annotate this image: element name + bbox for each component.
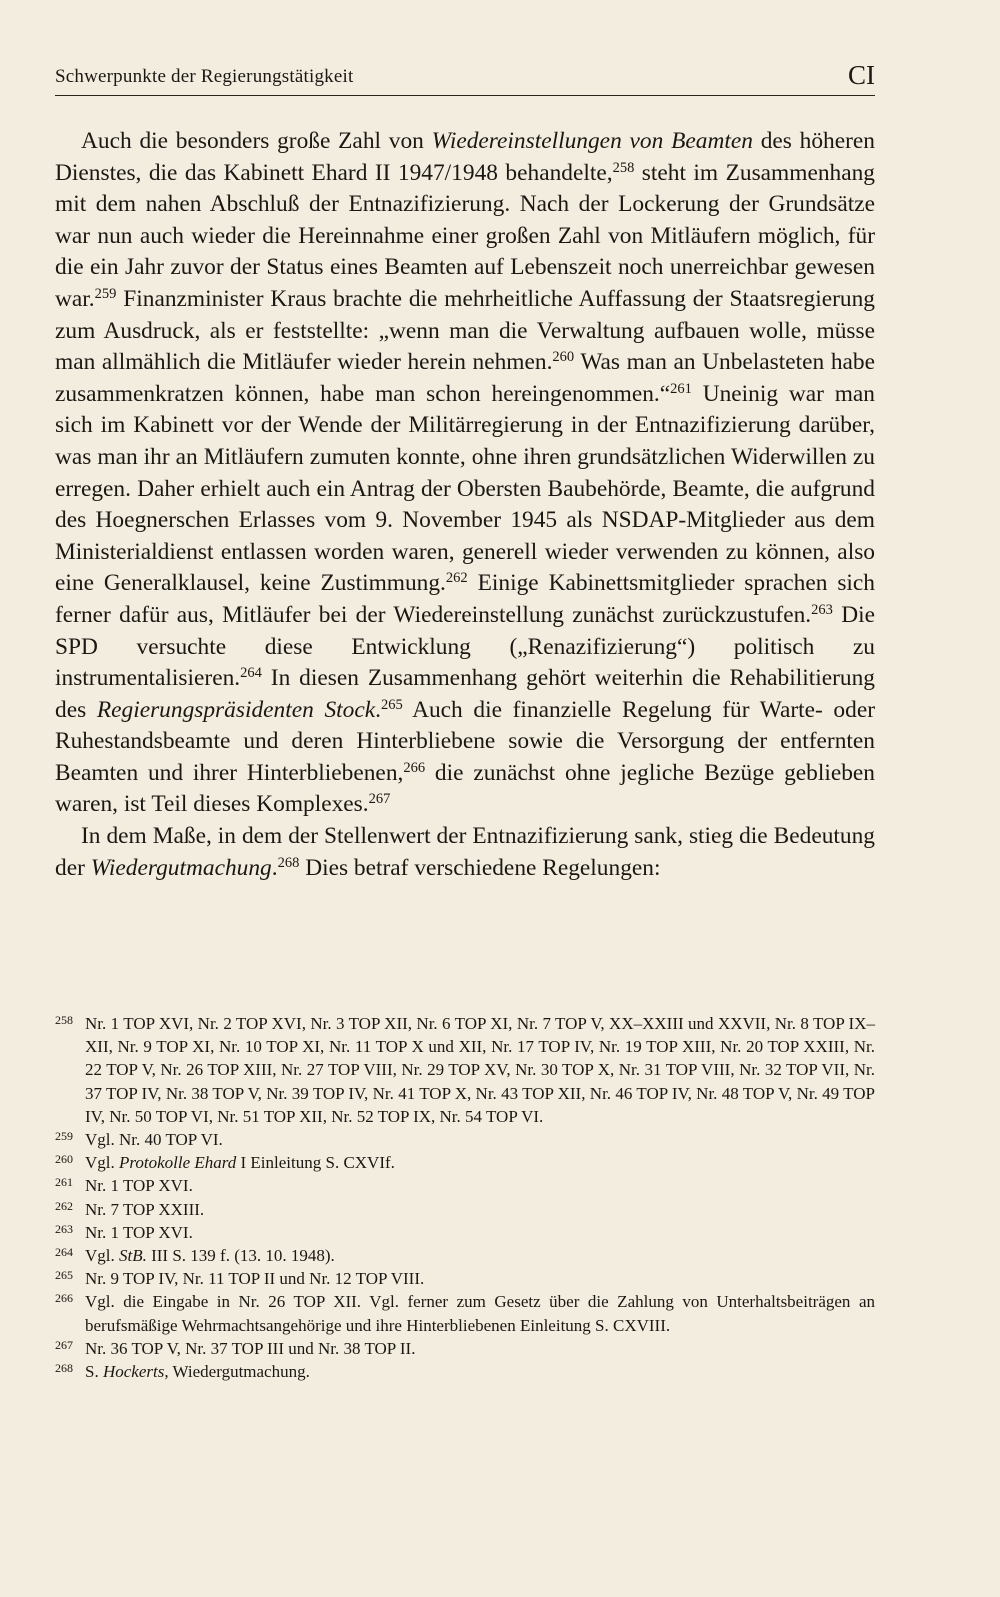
italic-term: Wiedereinstellungen von Beamten bbox=[431, 128, 753, 154]
footnotes bbox=[55, 1012, 875, 1383]
footnote-number: 263 bbox=[55, 1221, 73, 1236]
text-run: Dies betraf verschiedene Regelungen: bbox=[299, 854, 661, 881]
footnote bbox=[55, 1221, 875, 1244]
text-run: Was man an Unbelasteten habe zusammenkratzen können, habe man schon hereingenommen.“ bbox=[55, 349, 875, 407]
footnote-number: 261 bbox=[55, 1175, 73, 1190]
italic-term: Protokolle Ehard bbox=[119, 1153, 237, 1173]
footnote-number: 262 bbox=[55, 1198, 73, 1213]
text-run: Die SPD versuchte diese Entwicklung („Renazifizierung“) politisch zu instrumentalisieren. bbox=[55, 601, 875, 692]
footnote-number: 258 bbox=[55, 1013, 73, 1027]
text-run: In diesen Zusammenhang gehört weiterhin die Rehabilitierung des bbox=[55, 665, 875, 723]
footnote-ref: 262 bbox=[445, 570, 468, 587]
footnote bbox=[55, 1012, 875, 1128]
text-run: Auch die finanzielle Regelung für Warte- oder Ruhestandsbeamte und deren Hinterbliebene sowie die Versorgung der entfernten Beamten und ihrer Hinterbliebenen, bbox=[55, 696, 875, 786]
footnote bbox=[55, 1128, 875, 1151]
italic-term: Regierungspräsidenten Stock bbox=[96, 696, 376, 723]
italic-term: StB. bbox=[119, 1246, 147, 1266]
footnote-number: 264 bbox=[55, 1245, 73, 1260]
text-run: die zunächst ohne jegliche Bezüge geblieben waren, ist Teil dieses Komplexes. bbox=[55, 759, 875, 818]
footnote-ref: 258 bbox=[612, 159, 635, 176]
footnote bbox=[55, 1244, 875, 1267]
footnote-ref: 260 bbox=[552, 349, 575, 366]
italic-term: Hockerts bbox=[102, 1362, 165, 1382]
running-head: Schwerpunkte der Regierungstätigkeit bbox=[55, 66, 354, 87]
text-run: des höheren Dienstes, die das Kabinett Ehard II 1947/1948 behandelte, bbox=[55, 128, 875, 186]
footnote-text: III S. 139 f. (13. 10. 1948). bbox=[146, 1246, 335, 1266]
footnote-text: Nr. 1 TOP XVI. bbox=[85, 1222, 193, 1242]
footnote-number: 260 bbox=[55, 1152, 73, 1167]
italic-term: Wiedergutmachung bbox=[90, 854, 272, 881]
text-run: Finanzminister Kraus brachte die mehrheitliche Auffassung der Staatsregierung zum Ausdruck, als er feststellte: „wenn man die Verwaltung aufbauen wolle, müsse man allmählich die Mitläufer wieder herein nehmen. bbox=[55, 285, 875, 376]
footnote bbox=[55, 1174, 875, 1197]
text-run: steht im Zusammenhang mit dem nahen Abschluß der Entnazifizierung. Nach der Lockerung der Grundsätze war nun auch wieder die Hereinnahme einer großen Zahl von Mitläufern möglich, für die ein Jahr zuvor der Status eines Beamten auf Lebenszeit noch unerreichbar gewesen war. bbox=[55, 159, 875, 312]
footnote-text: Nr. 36 TOP V, Nr. 37 TOP III und Nr. 38 TOP II. bbox=[85, 1338, 416, 1358]
text-run: Einige Kabinettsmitglieder sprachen sich ferner dafür aus, Mitläufer bei der Wiedereinstellung zunächst zurückzustufen. bbox=[55, 570, 876, 628]
text-run: . bbox=[271, 854, 278, 881]
text-run: Auch die besonders große Zahl von bbox=[81, 128, 432, 154]
text-run: Uneinig war man sich im Kabinett vor der Wende der Militärregierung in der Entnazifizierung darüber, was man ihr an Mitläufern zumuten konnte, ohne ihren grundsätzlichen Widerwillen zu erregen. Daher erhielt auch ein Antrag der Obersten Baubehörde, Beamte, die aufgrund des Hoegnerschen Erlasses vom 9. November 1945 als NSDAP-Mitglieder aus dem Ministerialdienst entlassen worden waren, generell wieder verwenden zu können, also eine Generalklausel, keine Zustimmung. bbox=[55, 380, 875, 597]
footnote bbox=[55, 1267, 875, 1290]
footnote-text: Vgl. bbox=[85, 1246, 119, 1266]
footnote-ref: 264 bbox=[240, 665, 262, 682]
footnote-text: Nr. 1 TOP XVI, Nr. 2 TOP XVI, Nr. 3 TOP XII, Nr. 6 TOP XI, Nr. 7 TOP V, XX–XXIII und XXVII, Nr. 8 TOP IX–XII, Nr. 9 TOP XI, Nr. 10 TOP XI, Nr. 11 TOP X und XII, Nr. 17 TOP IV, Nr. 19 TOP XIII, Nr. 20 TOP XXIII, Nr. 22 TOP V, Nr. 26 TOP XIII, Nr. 27 TOP VIII, Nr. 29 TOP XV, Nr. 30 TOP X, Nr. 31 TOP VIII, Nr. 32 TOP VII, Nr. 37 TOP IV, Nr. 38 TOP V, Nr. 39 TOP IV, Nr. 41 TOP X, Nr. 43 TOP XII, Nr. 46 TOP IV, Nr. 48 TOP V, Nr. 49 TOP IV, Nr. 50 TOP VI, Nr. 51 TOP XII, Nr. 52 TOP IX, Nr. 54 TOP VI. bbox=[85, 1014, 875, 1126]
footnote-text: Vgl. bbox=[85, 1153, 119, 1173]
footnote-number: 259 bbox=[55, 1129, 73, 1144]
footnote-number: 266 bbox=[55, 1291, 73, 1306]
footnote-text: Vgl. Nr. 40 TOP VI. bbox=[85, 1130, 223, 1150]
footnote bbox=[55, 1151, 875, 1174]
footnote-number: 265 bbox=[55, 1268, 73, 1283]
footnote-ref: 263 bbox=[811, 601, 833, 618]
footnote-text: , Wiedergutmachung. bbox=[164, 1362, 310, 1382]
footnote-ref: 265 bbox=[380, 696, 403, 713]
footnote-ref: 259 bbox=[94, 286, 117, 302]
footnote-number: 268 bbox=[55, 1361, 73, 1376]
page-number: CI bbox=[848, 60, 875, 90]
text-run: . bbox=[375, 696, 381, 723]
footnote-text: I Einleitung S. CXVIf. bbox=[236, 1153, 395, 1173]
footnote-text: Vgl. die Eingabe in Nr. 26 TOP XII. Vgl. ferner zum Gesetz über die Zahlung von Unterhaltsbeiträgen an berufsmäßige Wehrmachtsangehörige und ihre Hinterbliebenen Einleitung S. CXVIII. bbox=[85, 1292, 875, 1335]
paragraph bbox=[55, 821, 875, 884]
footnote-text: Nr. 7 TOP XXIII. bbox=[85, 1199, 205, 1219]
footnote-ref: 267 bbox=[368, 791, 391, 808]
footnote bbox=[55, 1337, 875, 1360]
footnote-text: S. bbox=[85, 1362, 103, 1382]
footnote-ref: 261 bbox=[670, 380, 692, 397]
footnote bbox=[55, 1290, 875, 1336]
main-text bbox=[55, 126, 875, 884]
footnote-number: 267 bbox=[55, 1337, 73, 1352]
footnote-ref: 268 bbox=[277, 854, 300, 871]
paragraph bbox=[55, 126, 875, 821]
page-header bbox=[55, 55, 875, 96]
text-run: In dem Maße, in dem der Stellenwert der Entnazifizierung sank, stieg die Bedeutung der bbox=[55, 823, 875, 881]
footnote-ref: 266 bbox=[403, 759, 426, 776]
footnote bbox=[55, 1198, 875, 1221]
footnote bbox=[55, 1360, 875, 1383]
footnote-text: Nr. 1 TOP XVI. bbox=[85, 1176, 193, 1196]
footnote-text: Nr. 9 TOP IV, Nr. 11 TOP II und Nr. 12 TOP VIII. bbox=[85, 1269, 425, 1289]
